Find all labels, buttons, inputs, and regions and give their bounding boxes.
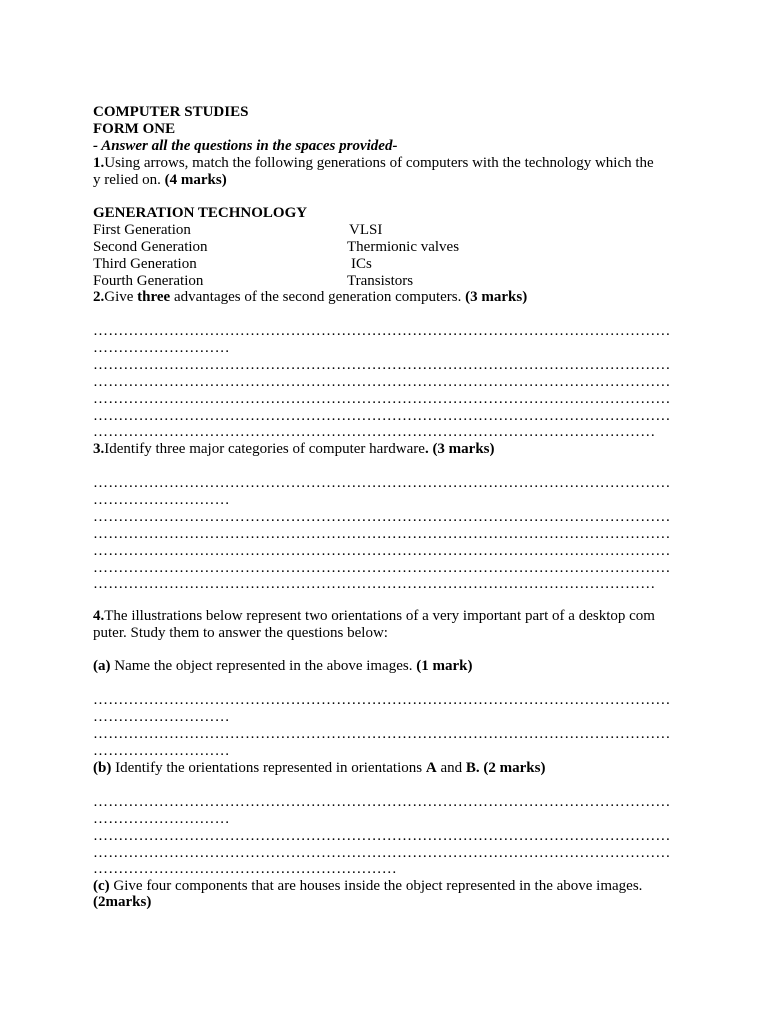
q1-row bbox=[93, 239, 693, 256]
q1-row bbox=[93, 273, 693, 290]
q4b-B: B bbox=[465, 760, 476, 776]
q1-marks: (4 marks) bbox=[164, 172, 227, 188]
q2-text-b: advantages of the second generation computers. bbox=[170, 289, 466, 305]
q4-text-1: The illustrations below represent two orientations of a very important part of a desktop com bbox=[104, 608, 655, 624]
q3-marks: . (3 marks) bbox=[424, 441, 495, 457]
q1-text-1: Using arrows, match the following generations of computers with the technology which the bbox=[104, 155, 654, 171]
answer-line[interactable]: …………………………………………………………………………………………………… bbox=[93, 526, 671, 542]
answer-line[interactable]: …………………………………………………………………………………………………… bbox=[93, 726, 671, 742]
answer-line[interactable]: ……………………… bbox=[93, 811, 230, 827]
answer-line[interactable]: …………………………………………………………………………………………………… bbox=[93, 357, 671, 373]
answer-line[interactable]: …………………………………………………………………………………………………… bbox=[93, 692, 671, 708]
q1-line-2 bbox=[93, 172, 693, 189]
q4b-and: and bbox=[436, 760, 466, 776]
q4c-text: Give four components that are houses inside the object represented in the above images. bbox=[109, 878, 643, 894]
q1-table-header: GENERATION TECHNOLOGY bbox=[93, 205, 308, 221]
form-title: FORM ONE bbox=[93, 121, 176, 137]
answer-line[interactable]: …………………………………………………………………………………………………… bbox=[93, 391, 671, 407]
q4b-line bbox=[93, 760, 693, 777]
generation-cell: Second Generation bbox=[93, 239, 208, 255]
q1-number: 1. bbox=[93, 155, 105, 171]
q4a-marks: (1 mark) bbox=[416, 658, 473, 674]
q4c-label: (c) bbox=[93, 878, 110, 894]
q2-line bbox=[93, 289, 693, 306]
subject-title: COMPUTER STUDIES bbox=[93, 104, 249, 120]
q1-row bbox=[93, 256, 693, 273]
q3-line bbox=[93, 441, 693, 458]
answer-line[interactable]: ………………………………………………………………………………………………… bbox=[93, 576, 656, 592]
q4a-line bbox=[93, 658, 693, 675]
q1-row bbox=[93, 222, 693, 239]
q4-number: 4. bbox=[93, 608, 105, 624]
answer-line[interactable]: ……………………… bbox=[93, 709, 230, 725]
q2-marks: (3 marks) bbox=[465, 289, 528, 305]
generation-cell: Third Generation bbox=[93, 256, 197, 272]
q4c-marks: (2marks) bbox=[93, 894, 152, 910]
q1-line-1 bbox=[93, 155, 693, 172]
q2-emphasis: three bbox=[137, 289, 171, 305]
q3-number: 3. bbox=[93, 441, 105, 457]
technology-cell: VLSI bbox=[349, 222, 383, 238]
q4b-text: Identify the orientations represented in orientations bbox=[111, 760, 426, 776]
q4b-A: A bbox=[425, 760, 437, 776]
answer-line[interactable]: …………………………………………………………………………………………………… bbox=[93, 509, 671, 525]
instruction: - Answer all the questions in the spaces provided- bbox=[93, 138, 398, 154]
answer-line[interactable]: ……………………… bbox=[93, 492, 230, 508]
q2-text-a: Give bbox=[104, 289, 138, 305]
generation-cell: First Generation bbox=[93, 222, 191, 238]
answer-line[interactable]: ……………………… bbox=[93, 743, 230, 759]
q1-text-2: y relied on. bbox=[93, 172, 165, 188]
answer-line[interactable]: …………………………………………………………………………………………………… bbox=[93, 475, 671, 491]
answer-line[interactable]: …………………………………………………………………………………………………… bbox=[93, 560, 671, 576]
answer-line[interactable]: ………………………………………………………………………………………………… bbox=[93, 424, 656, 440]
answer-line[interactable]: …………………………………………………………………………………………………… bbox=[93, 374, 671, 390]
answer-line[interactable]: …………………………………………………………………………………………………… bbox=[93, 845, 671, 861]
q4b-label: (b) bbox=[93, 760, 112, 776]
answer-line[interactable]: ……………………… bbox=[93, 340, 230, 356]
answer-line[interactable]: …………………………………………………… bbox=[93, 861, 397, 877]
technology-cell: Transistors bbox=[347, 273, 414, 289]
technology-cell: Thermionic valves bbox=[347, 239, 460, 255]
q4c-line bbox=[93, 878, 693, 895]
answer-line[interactable]: …………………………………………………………………………………………………… bbox=[93, 408, 671, 424]
q3-text: Identify three major categories of computer hardware bbox=[104, 441, 425, 457]
q4a-text: Name the object represented in the above images. bbox=[110, 658, 417, 674]
q4b-marks: . (2 marks) bbox=[475, 760, 546, 776]
q4-line-2: puter. Study them to answer the questions below: bbox=[93, 625, 388, 641]
answer-line[interactable]: …………………………………………………………………………………………………… bbox=[93, 543, 671, 559]
q4-line-1 bbox=[93, 608, 693, 625]
answer-line[interactable]: …………………………………………………………………………………………………… bbox=[93, 794, 671, 810]
generation-cell: Fourth Generation bbox=[93, 273, 204, 289]
answer-line[interactable]: …………………………………………………………………………………………………… bbox=[93, 828, 671, 844]
q4a-label: (a) bbox=[93, 658, 111, 674]
technology-cell: ICs bbox=[351, 256, 372, 272]
answer-line[interactable]: …………………………………………………………………………………………………… bbox=[93, 323, 671, 339]
q2-number: 2. bbox=[93, 289, 105, 305]
